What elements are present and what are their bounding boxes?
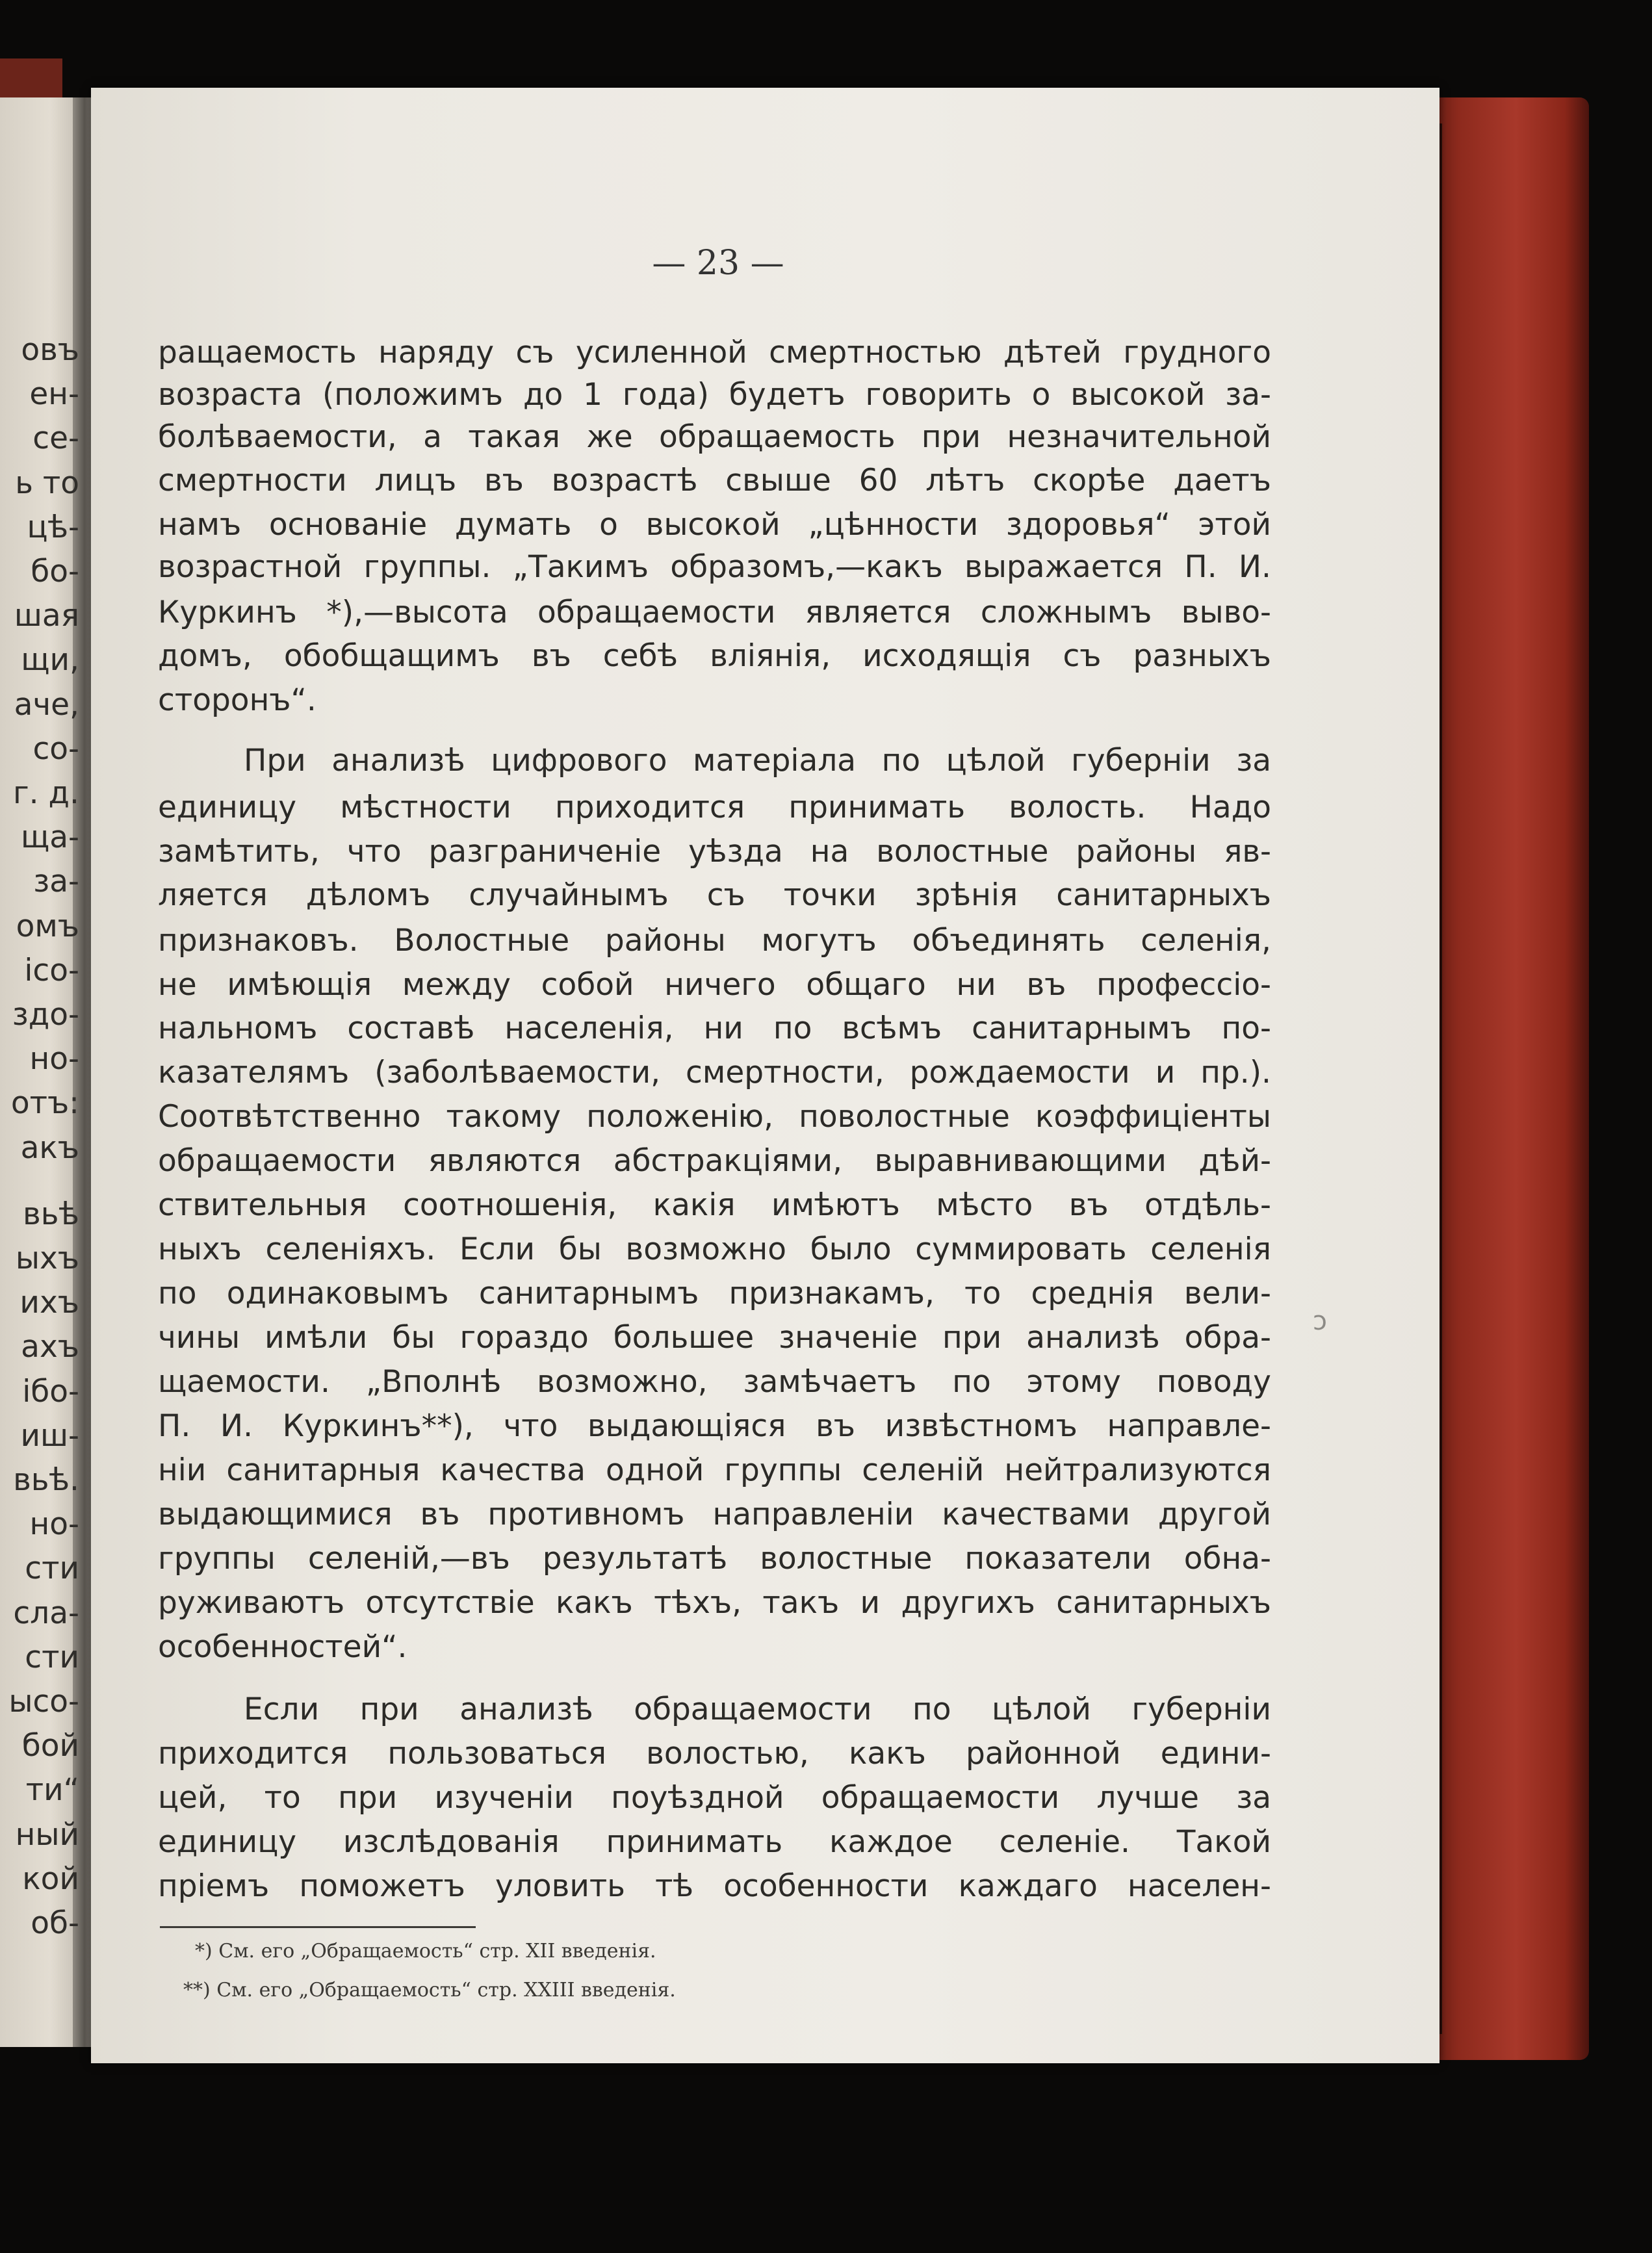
text-line: не имѣющія между собой ничего общаго ни въ профессіо- bbox=[158, 967, 1271, 1003]
text-line: цей, то при изученіи поуѣздной обращаемости лучше за bbox=[158, 1780, 1271, 1816]
left-page-fragment: отъ: bbox=[10, 1088, 79, 1119]
text-line: возрастной группы. „Такимъ образомъ,—какъ выражается П. И. bbox=[158, 549, 1271, 585]
text-line: единицу изслѣдованія принимать каждое селеніе. Такой bbox=[158, 1824, 1271, 1860]
text-line: сторонъ“. bbox=[158, 682, 316, 718]
text-line: нальномъ составѣ населенія, ни по всѣмъ санитарнымъ по- bbox=[158, 1011, 1271, 1046]
text-line: болѣваемости, а такая же обращаемость при незначительной bbox=[158, 419, 1271, 455]
text-line: особенностей“. bbox=[158, 1629, 407, 1665]
text-line: Куркинъ *),—высота обращаемости является сложнымъ выво- bbox=[158, 595, 1271, 630]
left-page-fragment: за- bbox=[33, 866, 79, 897]
text-line: При анализѣ цифрового матеріала по цѣлой губерніи за bbox=[244, 743, 1271, 779]
left-page-fragment: г. д. bbox=[12, 778, 79, 808]
left-page-fragment: ісо- bbox=[24, 955, 79, 986]
text-line: единицу мѣстности приходится принимать волость. Надо bbox=[158, 790, 1271, 825]
left-page-fragment: но- bbox=[29, 1044, 79, 1075]
text-line: приходится пользоваться волостью, какъ районной едини- bbox=[158, 1736, 1271, 1771]
text-line: руживаютъ отсутствіе какъ тѣхъ, такъ и другихъ санитарныхъ bbox=[158, 1585, 1271, 1621]
footnote: *) См. его „Обращаемость“ стр. XII введенія. bbox=[195, 1940, 656, 1963]
text-line: ныхъ селеніяхъ. Если бы возможно было суммировать селенія bbox=[158, 1231, 1271, 1267]
text-line: ніи санитарныя качества одной группы селеній нейтрализуются bbox=[158, 1452, 1271, 1488]
left-page-fragment: вьѣ. bbox=[13, 1465, 79, 1495]
left-page-fragment: ен- bbox=[29, 379, 79, 410]
left-page-fragment: аче, bbox=[14, 689, 79, 720]
text-line: обращаемости являются абстракціями, выравнивающими дѣй- bbox=[158, 1143, 1271, 1179]
left-page-fragment: шая bbox=[14, 600, 79, 632]
left-page-fragment: ахъ bbox=[21, 1332, 79, 1363]
left-page-fragment: иш- bbox=[20, 1420, 79, 1451]
left-page-fragment: об- bbox=[31, 1908, 79, 1938]
text-line: выдающимися въ противномъ направленіи качествами другой bbox=[158, 1497, 1271, 1532]
left-page-fragment: овъ bbox=[21, 335, 79, 365]
text-line: ращаемость наряду съ усиленной смертностью дѣтей грудного bbox=[158, 335, 1271, 370]
left-page-fragment: ысо- bbox=[8, 1686, 79, 1717]
left-page-fragment: ный bbox=[15, 1819, 79, 1850]
left-page-fragment: бо- bbox=[31, 556, 79, 587]
left-page-fragment: ь то bbox=[15, 467, 79, 498]
text-line: щаемости. „Вполнѣ возможно, замѣчаетъ по этому поводу bbox=[158, 1364, 1271, 1400]
left-page-fragment: но- bbox=[29, 1509, 79, 1540]
text-line: смертности лицъ въ возрастѣ свыше 60 лѣтъ скорѣе даетъ bbox=[158, 463, 1271, 498]
page-mark: ͻ bbox=[1313, 1306, 1327, 1336]
left-page-fragment: со- bbox=[32, 733, 79, 764]
text-line: Соотвѣтственно такому положенію, поволостные коэффиціенты bbox=[158, 1099, 1271, 1135]
text-line: чины имѣли бы гораздо большее значеніе при анализѣ обра- bbox=[158, 1320, 1271, 1356]
text-line: ляется дѣломъ случайнымъ съ точки зрѣнія санитарныхъ bbox=[158, 877, 1271, 913]
left-page-fragment: се- bbox=[32, 423, 79, 454]
left-page-fragment: ти“ bbox=[25, 1775, 79, 1806]
book-cover bbox=[1426, 97, 1589, 2060]
text-line: группы селеній,—въ результатѣ волостные показатели обна- bbox=[158, 1541, 1271, 1577]
left-page-fragment: здо- bbox=[12, 999, 79, 1030]
text-line: домъ, обобщащимъ въ себѣ вліянія, исходящія съ разныхъ bbox=[158, 638, 1271, 674]
left-page-fragment: кой bbox=[22, 1863, 79, 1894]
footnote: **) См. его „Обращаемость“ стр. XXIII введенія. bbox=[183, 1979, 676, 2002]
text-line: намъ основаніе думать о высокой „цѣнности здоровья“ этой bbox=[158, 507, 1271, 543]
left-page-fragment: цѣ- bbox=[27, 511, 79, 543]
left-page-fragment: сти bbox=[25, 1641, 79, 1673]
left-page-fragment: щи, bbox=[21, 645, 79, 676]
left-page-fragment: бой bbox=[21, 1731, 79, 1762]
text-line: пріемъ поможетъ уловить тѣ особенности каждаго населен- bbox=[158, 1868, 1271, 1904]
text-line: по одинаковымъ санитарнымъ признакамъ, то среднія вели- bbox=[158, 1276, 1271, 1311]
text-line: замѣтить, что разграниченіе уѣзда на волостные районы яв- bbox=[158, 834, 1271, 869]
text-line: возраста (положимъ до 1 года) будетъ говорить о высокой за- bbox=[158, 377, 1271, 413]
left-page-fragment: сти bbox=[25, 1553, 79, 1584]
left-page-fragment: акъ bbox=[20, 1132, 79, 1163]
text-line: признаковъ. Волостные районы могутъ объединять селенія, bbox=[158, 923, 1271, 959]
page-number: — 23 — bbox=[652, 244, 784, 283]
text-line: казателямъ (заболѣваемости, смертности, рождаемости и пр.). bbox=[158, 1055, 1271, 1090]
left-page-fragment: сла- bbox=[13, 1597, 79, 1629]
left-page-fragment: ібо- bbox=[22, 1376, 79, 1407]
text-line: ствительныя соотношенія, какія имѣютъ мѣсто въ отдѣль- bbox=[158, 1187, 1271, 1223]
footnote-rule bbox=[160, 1926, 476, 1928]
left-page-fragment: вьѣ bbox=[23, 1198, 79, 1229]
left-page-fragment: ща- bbox=[20, 822, 79, 853]
text-line: П. И. Куркинъ**), что выдающіяся въ извѣстномъ направле- bbox=[158, 1408, 1271, 1444]
text-line: Если при анализѣ обращаемости по цѣлой губерніи bbox=[244, 1692, 1271, 1727]
left-page-fragment: ыхъ bbox=[15, 1243, 79, 1274]
left-page-fragment: омъ bbox=[16, 910, 79, 942]
left-page-fragment: ихъ bbox=[19, 1287, 79, 1319]
